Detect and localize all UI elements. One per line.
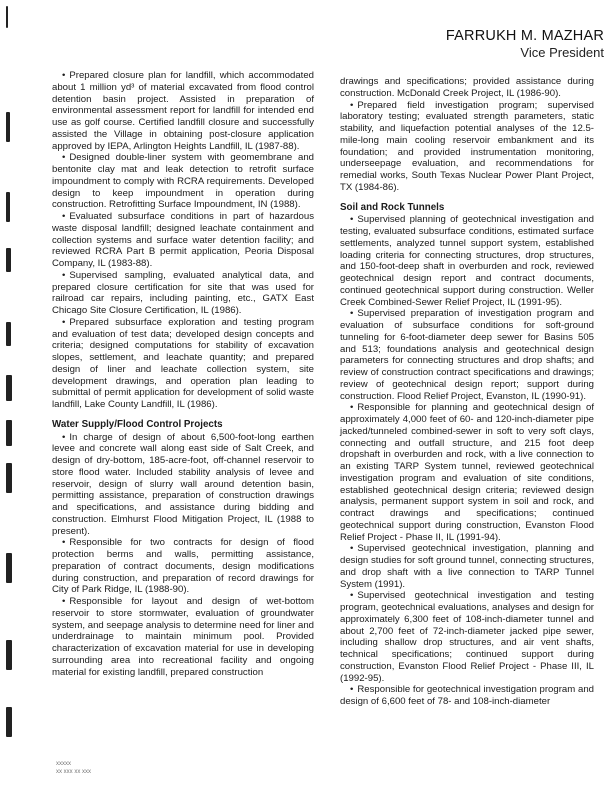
person-title: Vice President (520, 45, 604, 60)
continued-text: drawings and specifications; provided assistance during construction. McDonald Creek Project, IL (1986-90). (340, 76, 594, 99)
binder-mark (6, 248, 11, 272)
project-bullet: • Supervised planning of geotechnical investigation and testing, evaluated subsurface conditions, estimated surface settlements, analyzed tunnel support system, established loading criteria for connecting structures, drop structures, and 150-foot-deep shaft in overburden and rock, reviewed geotechnical design report and contract documents, continued geotechnical support during construction. Weller Creek Combined-Sewer Relief Project, IL (1991-95). (340, 214, 594, 308)
page-footer (56, 760, 91, 776)
project-bullet: • Supervised geotechnical investigation and testing program, geotechnical evaluations, analyses and design for approximately 6,300 feet of 108-inch-diameter tunnel and about 2,700 feet of 72-inch-diameter jacked pipe sewer, including shallow drop structures, and air vent shafts, technical specifications; continued support during construction, Evanston Flood Relief Project - Phase III, IL (1992-95). (340, 590, 594, 684)
project-bullet: • Evaluated subsurface conditions in part of hazardous waste disposal landfill; designed leachate containment and collection systems and surface water detention facility; and reviewed RCRA Part B permit application, Peoria Disposal Company, IL (1983-88). (52, 211, 314, 270)
binder-mark (6, 707, 12, 737)
binder-mark (6, 112, 10, 142)
binder-mark (6, 322, 11, 346)
section-heading: Soil and Rock Tunnels (340, 201, 445, 213)
project-bullet: • In charge of design of about 6,500-foot-long earthen levee and concrete wall along east side of Salt Creek, and design of dry-bottom, 185-acre-foot, off-channel reservoir to store flood water. Included stability analysis of levee and reservoir, design of slurry wall around detention basin, permitting assistance, preparation of construction drawings and specifications, and assistance during bidding and construction. Elmhurst Flood Mitigation Project, IL (1988 to present). (52, 432, 314, 538)
project-bullet: • Supervised preparation of investigation program and evaluation of subsurface conditions for soft-ground tunneling for 6-foot-diameter deep sewer for Basins 505 and 513; foundations analysis and geotechnical design parameters for connecting structures and drop shafts; and review of construction contract specifications and drawings; review of geotechnical design report; support during construction. Flood Relief Project, Evanston, IL (1990-91). (340, 308, 594, 402)
project-bullet: • Prepared closure plan for landfill, which accommodated about 1 million yd³ of material excavated from flood control detention basin project. Assisted in preparation of environmental assessment report for landfill for intended end use as golf course. Certified landfill closure and successfully assisted the Village in obtaining post-closure application approved by IEPA, Arlington Heights Landfill, IL (1987-88). (52, 70, 314, 152)
right-column (340, 76, 594, 708)
left-column (52, 70, 314, 678)
project-bullet: • Responsible for two contracts for design of flood protection berms and walls, permitting assistance, preparation of contract documents, design modifications during construction, and preparation of record drawings for City of Park Ridge, IL (1988-90). (52, 537, 314, 596)
project-bullet: • Responsible for geotechnical investigation program and design of 6,600 feet of 78- and 108-inch-diameter (340, 684, 594, 708)
section-heading: Water Supply/Flood Control Projects (52, 418, 223, 430)
footer-line-1: xxxxx (56, 761, 71, 767)
project-bullet: • Prepared field investigation program; supervised laboratory testing; evaluated strength parameters, static stability, and liquefaction potential analyses of the 12.5-mile-long main cooling reservoir embankment and its foundation; and provided instrumentation monitoring, underseepage evaluation, and recommendations for remedial works, South Texas Nuclear Power Plant Project, TX (1984-86). (340, 100, 594, 194)
project-bullet: • Prepared subsurface exploration and testing program and evaluation of test data; developed design concepts and criteria; designed computations for stability of excavation slopes, settlement, and leachate quantity; and prepared design of liner and leachate collection system, site development drawings, and operation plan leading to submittal of permit application for development of solid waste landfill, Lake County Landfill, IL (1986). (52, 317, 314, 411)
project-bullet: • Responsible for layout and design of wet-bottom reservoir to store stormwater, evaluation of groundwater system, and seepage analysis to determine need for liner and underdrainage to maintain minimum pool. Provided characterization of excavation material for use in developing surrounding area into recreational facility and ongoing material for existing landfill, prepared construction (52, 596, 314, 678)
binder-mark (6, 6, 8, 28)
binder-hole-marks (4, 0, 18, 800)
person-name: FARRUKH M. MAZHAR (445, 28, 604, 44)
binder-mark (6, 192, 10, 222)
project-bullet: • Designed double-liner system with geomembrane and bentonite clay mat and leak detection to retrofit surface impoundment to comply with RCRA requirements. Developed design to keep impoundment in operation during construction. Retrofitting Surface Impoundment, IN (1988). (52, 152, 314, 211)
binder-mark (6, 463, 12, 493)
project-bullet: • Supervised geotechnical investigation, planning and design studies for soft ground tunnel, connecting structures, and drop shaft with a live connection to TARP Tunnel System (1991). (340, 543, 594, 590)
project-bullet: • Responsible for planning and geotechnical design of approximately 4,000 feet of 60- and 120-inch-diameter pipe jacked/tunneled combined-sewer in soft to very soft clays, connecting and outfall structure, and 215 foot deep dropshaft in overburden and rock, with a live connection to an existing TARP System tunnel, reviewed geotechnical investigation program and evaluation of site conditions, established geotechnical design criteria; reviewed design analysis, permanent support system in soil and rock, and contract drawings and specifications; continued geotechnical support during construction, Evanston Flood Relief Project - Phase II, IL (1991-94). (340, 402, 594, 543)
binder-mark (6, 420, 12, 446)
footer-line-2: xx xxx xx xxx (56, 769, 92, 775)
binder-mark (6, 640, 12, 670)
project-bullet: • Supervised sampling, evaluated analytical data, and prepared closure certification for site that was used for railroad car repairs, including painting, etc., GATX East Chicago Site Closure Certification, IL (1986). (52, 270, 314, 317)
binder-mark (6, 553, 12, 583)
page-header (446, 28, 604, 61)
binder-mark (6, 375, 12, 401)
